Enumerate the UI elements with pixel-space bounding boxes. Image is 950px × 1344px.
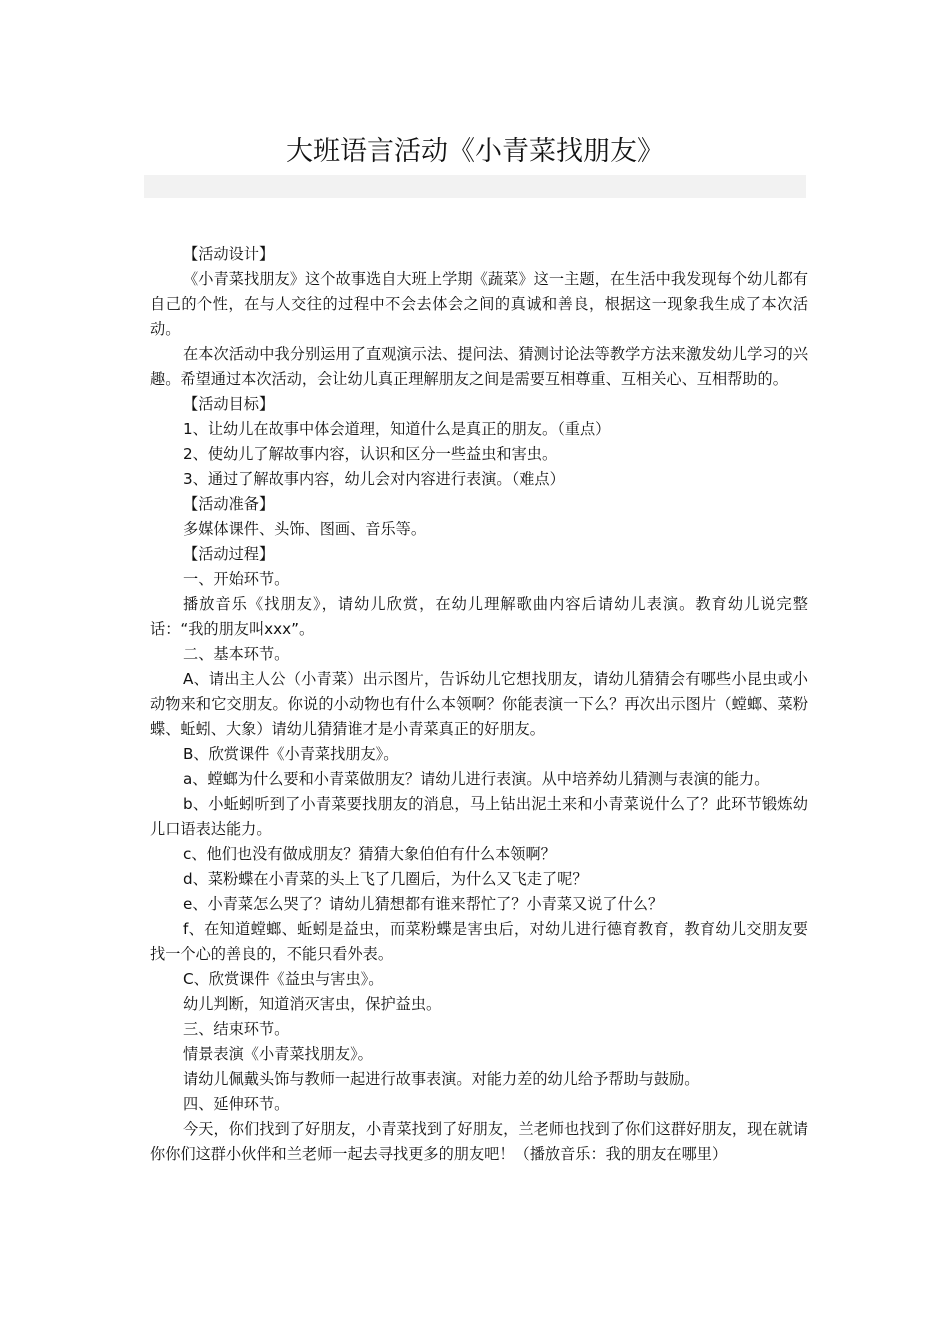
paragraph: 2、使幼儿了解故事内容，认识和区分一些益虫和害虫。 xyxy=(183,445,558,463)
paragraph: 1、让幼儿在故事中体会道理，知道什么是真正的朋友。（重点） xyxy=(183,420,611,438)
paragraph: A、请出主人公（小青菜）出示图片，告诉幼儿它想找朋友，请幼儿猜猜会有哪些小昆虫或小动物来和它交朋友。你说的小动物也有什么本领啊？你能表演一下么？再次出示图片（螳螂、菜粉蝶、蚯蚓、大象）请幼儿猜猜谁才是小青菜真正的好朋友。 xyxy=(150,670,808,738)
document-body xyxy=(150,242,808,1167)
paragraph: f、在知道螳螂、蚯蚓是益虫，而菜粉蝶是害虫后，对幼儿进行德育教育，教育幼儿交朋友要找一个心的善良的，不能只看外表。 xyxy=(150,920,808,963)
paragraph: B、欣赏课件《小青菜找朋友》。 xyxy=(183,745,399,763)
paragraph: 在本次活动中我分别运用了直观演示法、提问法、猜测讨论法等教学方法来激发幼儿学习的兴趣。希望通过本次活动，会让幼儿真正理解朋友之间是需要互相尊重、互相关心、互相帮助的。 xyxy=(150,345,808,388)
paragraph: b、小蚯蚓听到了小青菜要找朋友的消息，马上钻出泥土来和小青菜说什么了？此环节锻炼幼儿口语表达能力。 xyxy=(150,795,808,838)
paragraph: d、菜粉蝶在小青菜的头上飞了几圈后，为什么又飞走了呢？ xyxy=(183,870,588,888)
paragraph: 二、基本环节。 xyxy=(183,645,290,663)
paragraph: 【活动目标】 xyxy=(183,395,275,413)
paragraph: 《小青菜找朋友》这个故事选自大班上学期《蔬菜》这一主题，在生活中我发现每个幼儿都有自己的个性，在与人交往的过程中不会去体会之间的真诚和善良，根据这一现象我生成了本次活动。 xyxy=(150,270,808,338)
paragraph: 一、开始环节。 xyxy=(183,570,290,588)
paragraph: 多媒体课件、头饰、图画、音乐等。 xyxy=(183,520,426,538)
paragraph: 四、延伸环节。 xyxy=(183,1095,290,1113)
document-title: 大班语言活动《小青菜找朋友》 xyxy=(286,136,664,167)
paragraph: 3、通过了解故事内容，幼儿会对内容进行表演。（难点） xyxy=(183,470,565,488)
paragraph: 情景表演《小青菜找朋友》。 xyxy=(183,1045,373,1063)
paragraph: a、螳螂为什么要和小青菜做朋友？请幼儿进行表演。从中培养幼儿猜测与表演的能力。 xyxy=(183,770,770,788)
title-underline-bar xyxy=(144,175,806,198)
paragraph: 今天，你们找到了好朋友，小青菜找到了好朋友，兰老师也找到了你们这群好朋友，现在就请你你们这群小伙伴和兰老师一起去寻找更多的朋友吧！（播放音乐：我的朋友在哪里） xyxy=(150,1120,808,1163)
paragraph: 播放音乐《找朋友》，请幼儿欣赏，在幼儿理解歌曲内容后请幼儿表演。教育幼儿说完整话：“我的朋友叫xxx”。 xyxy=(150,595,808,638)
paragraph: e、小青菜怎么哭了？请幼儿猜想都有谁来帮忙了？小青菜又说了什么？ xyxy=(183,895,664,913)
paragraph: c、他们也没有做成朋友？猜猜大象伯伯有什么本领啊？ xyxy=(183,845,556,863)
paragraph: 幼儿判断，知道消灭害虫，保护益虫。 xyxy=(183,995,442,1013)
paragraph: 【活动准备】 xyxy=(183,495,275,513)
paragraph: C、欣赏课件《益虫与害虫》。 xyxy=(183,970,384,988)
paragraph: 请幼儿佩戴头饰与教师一起进行故事表演。对能力差的幼儿给予帮助与鼓励。 xyxy=(183,1070,700,1088)
paragraph: 【活动设计】 xyxy=(183,245,275,263)
paragraph: 【活动过程】 xyxy=(183,545,275,563)
paragraph: 三、结束环节。 xyxy=(183,1020,290,1038)
